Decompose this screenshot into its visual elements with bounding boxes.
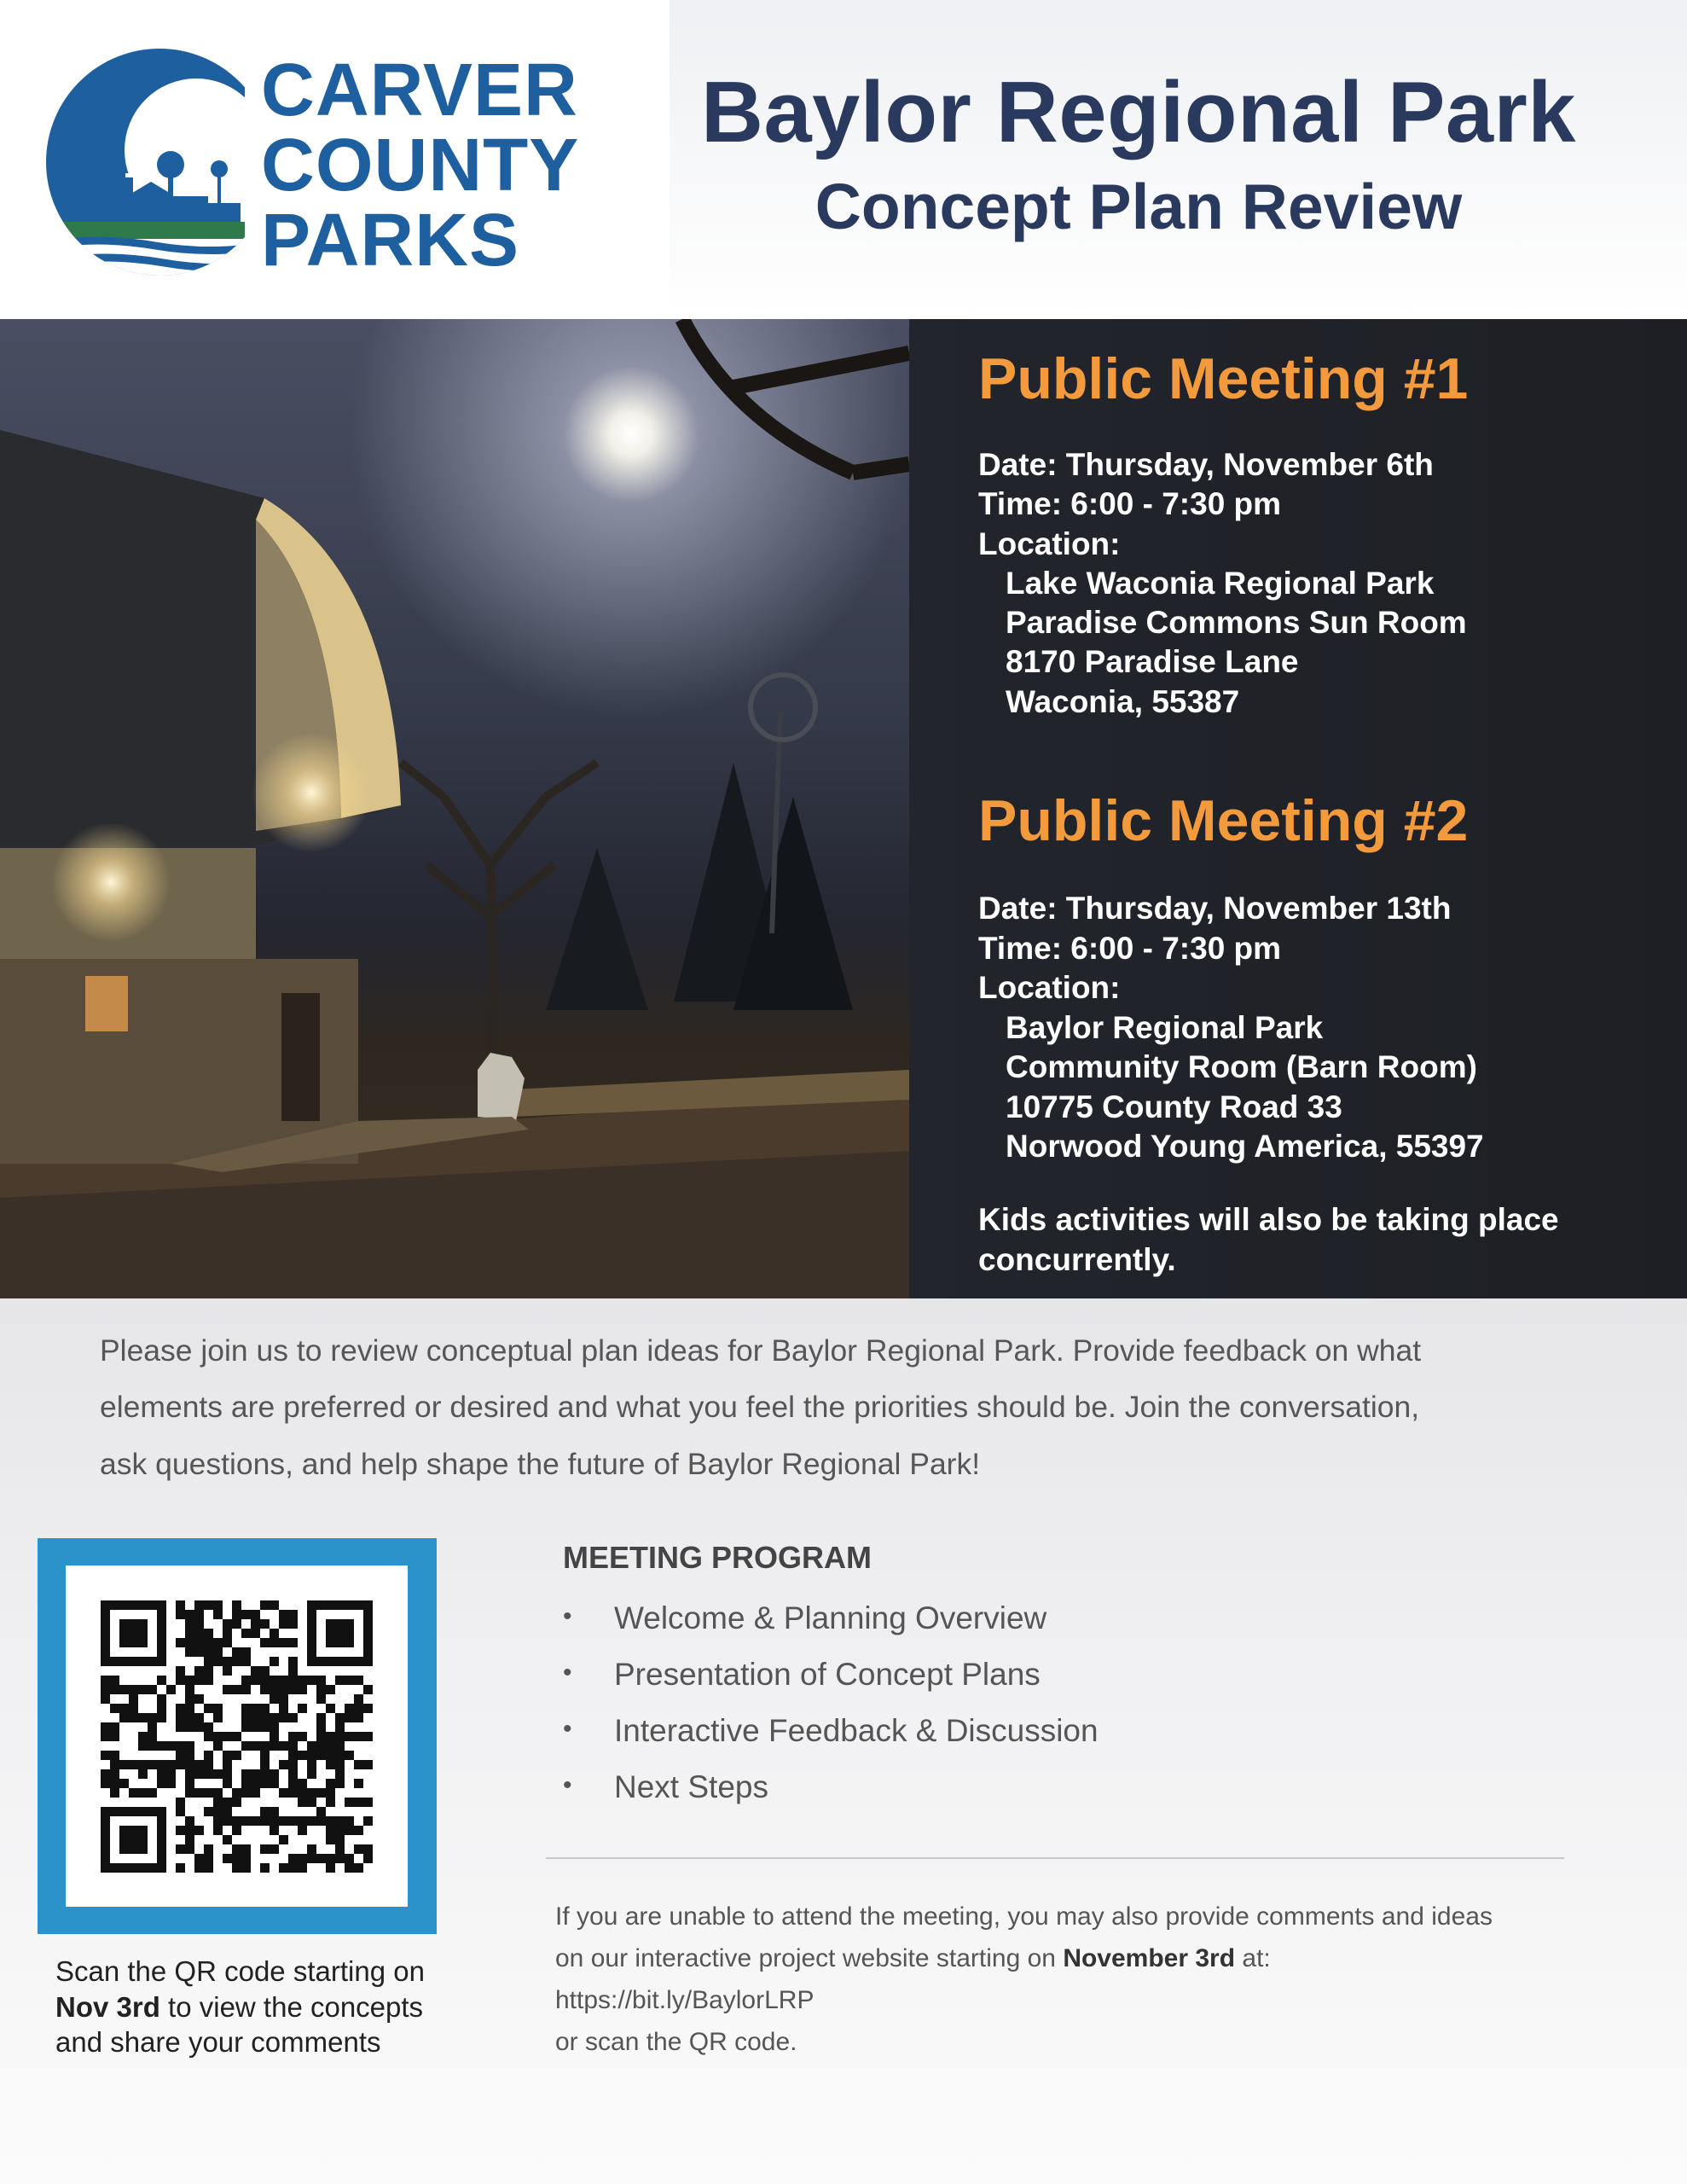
qr-caption-line	[55, 1993, 465, 2021]
program-title: MEETING PROGRAM	[563, 1540, 872, 1575]
meeting2-address-line: 10775 County Road 33	[1006, 1089, 1342, 1124]
meeting2-note: Kids activities will also be taking place	[978, 1202, 1559, 1237]
qr-caption-line: and share your comments	[55, 2026, 381, 2058]
meeting2-time: Time: 6:00 - 7:30 pm	[978, 931, 1282, 966]
qr-caption-date: Nov 3rd	[55, 1991, 160, 2023]
meeting2-heading: Public Meeting #2	[978, 788, 1469, 853]
meeting1-heading: Public Meeting #1	[978, 346, 1469, 411]
qr-code-icon	[66, 1565, 408, 1907]
barn-night-photo	[0, 319, 909, 1298]
meeting1-address-line: Waconia, 55387	[1006, 684, 1240, 719]
footer-line: or scan the QR code.	[555, 2028, 797, 2056]
meeting2-address-line: Community Room (Barn Room)	[1006, 1049, 1477, 1084]
program-item: Interactive Feedback & Discussion	[614, 1713, 1099, 1748]
divider	[546, 1857, 1564, 1859]
bullet-icon: •	[563, 1771, 572, 1799]
meeting1-location-label: Location:	[978, 526, 1121, 561]
footer-text: at:	[1235, 1944, 1271, 1972]
qr-code[interactable]	[66, 1565, 408, 1907]
logo-text-line1: CARVER	[261, 49, 578, 131]
program-item: Next Steps	[614, 1769, 768, 1804]
bullet-icon: •	[563, 1602, 572, 1630]
intro-paragraph-line: ask questions, and help shape the future of Baylor Regional Park!	[100, 1447, 981, 1481]
program-item: Presentation of Concept Plans	[614, 1657, 1041, 1692]
meeting2-address-line: Norwood Young America, 55397	[1006, 1129, 1484, 1164]
meeting1-date: Date: Thursday, November 6th	[978, 447, 1434, 482]
footer-line	[555, 1946, 1271, 1972]
logo-text-line2: COUNTY	[261, 124, 580, 206]
logo-text-line3: PARKS	[261, 199, 520, 282]
qr-caption-text: to view the concepts	[159, 1991, 424, 2023]
meeting1-time: Time: 6:00 - 7:30 pm	[978, 486, 1282, 521]
barn-night-scene-image	[0, 319, 909, 1298]
footer-date: November 3rd	[1063, 1944, 1236, 1972]
meeting1-address-line: 8170 Paradise Lane	[1006, 644, 1299, 679]
meeting2-address-line: Baylor Regional Park	[1006, 1010, 1324, 1045]
qr-caption-line: Scan the QR code starting on	[55, 1955, 425, 1987]
footer-text: on our interactive project website starting on	[555, 1944, 1064, 1972]
intro-paragraph-line: elements are preferred or desired and what you feel the priorities should be. Join the conversation,	[100, 1390, 1420, 1424]
bullet-icon: •	[563, 1658, 572, 1687]
intro-paragraph-line: Please join us to review conceptual plan ideas for Baylor Regional Park. Provide feedback on what	[100, 1333, 1422, 1368]
carver-county-parks-logo-icon	[44, 41, 245, 284]
meeting2-date: Date: Thursday, November 13th	[978, 891, 1452, 926]
project-website-link[interactable]: https://bit.ly/BaylorLRP	[555, 1986, 815, 2014]
meeting1-address-line: Paradise Commons Sun Room	[1006, 605, 1467, 640]
meeting1-address-line: Lake Waconia Regional Park	[1006, 566, 1435, 601]
page-subtitle: Concept Plan Review	[815, 171, 1463, 242]
page-title: Baylor Regional Park	[701, 65, 1576, 160]
qr-code-frame	[38, 1538, 437, 1934]
meeting2-note: concurrently.	[978, 1242, 1176, 1277]
bullet-icon: •	[563, 1715, 572, 1743]
program-item: Welcome & Planning Overview	[614, 1600, 1047, 1635]
footer-line: If you are unable to attend the meeting, you may also provide comments and ideas	[555, 1902, 1493, 1931]
meeting2-location-label: Location:	[978, 970, 1121, 1005]
